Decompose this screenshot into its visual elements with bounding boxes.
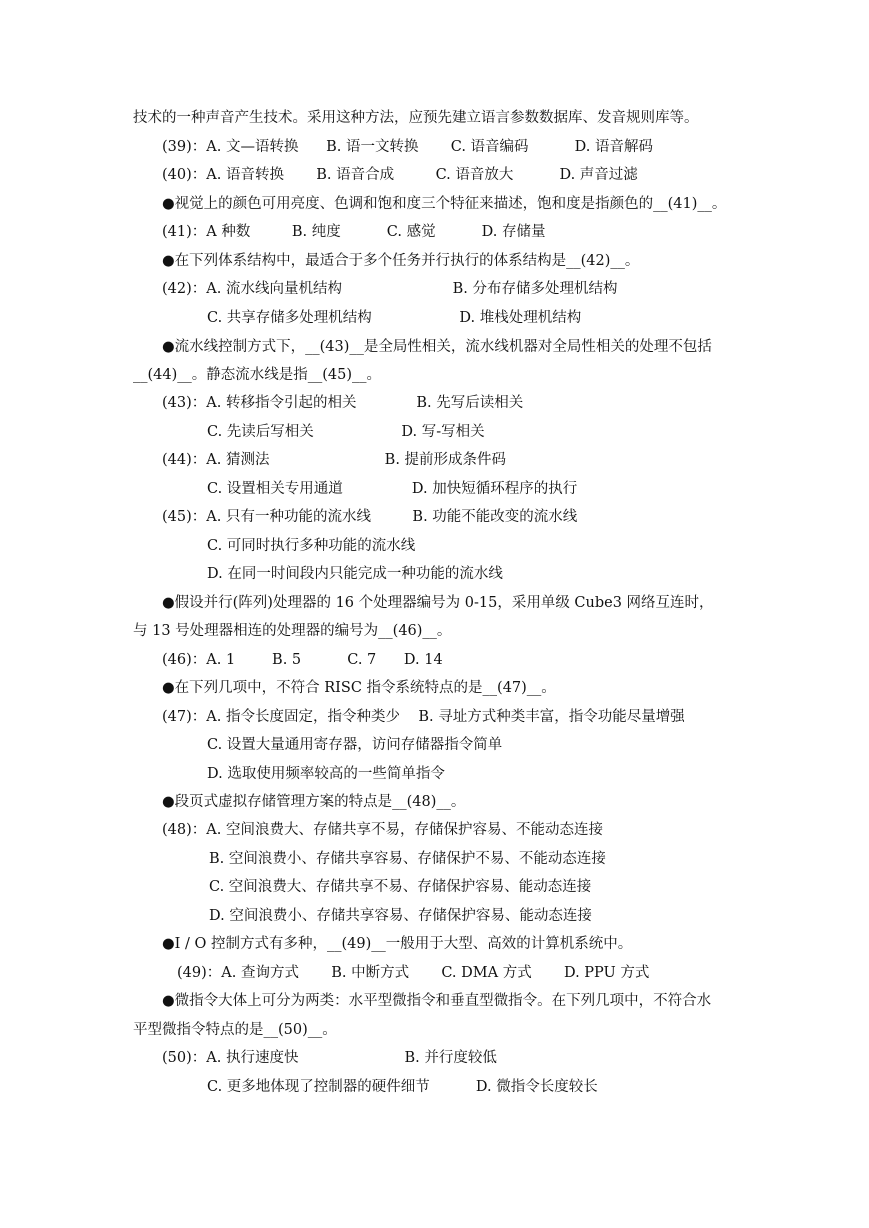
options-46: (46)：A. 1 B. 5 C. 7 D. 14 — [162, 652, 443, 668]
options-41: (41)：A 种数 B. 纯度 C. 感觉 D. 存储量 — [162, 224, 546, 240]
text-line-intro: 技术的一种声音产生技术。采用这种方法，应预先建立语言参数数据库、发音规则库等。 — [133, 110, 699, 126]
question-43-45: ●流水线控制方式下，__(43)__是全局性相关，流水线机器对全局性相关的处理不包括 — [162, 339, 712, 355]
question-50-cont: 平型微指令特点的是__(50)__。 — [133, 1022, 337, 1038]
options-50-cd: C. 更多地体现了控制器的硬件细节 D. 微指令长度较长 — [207, 1079, 598, 1095]
options-45-c: C. 可同时执行多种功能的流水线 — [207, 538, 416, 554]
options-44-ab: (44)：A. 猜测法 B. 提前形成条件码 — [162, 452, 507, 468]
options-48-a: (48)：A. 空间浪费大、存储共享不易，存储保护容易、不能动态连接 — [162, 822, 603, 838]
options-50-ab: (50)：A. 执行速度快 B. 并行度较低 — [162, 1050, 497, 1066]
options-48-b: B. 空间浪费小、存储共享容易、存储保护不易、不能动态连接 — [209, 851, 606, 867]
question-41: ●视觉上的颜色可用亮度、色调和饱和度三个特征来描述，饱和度是指颜色的__(41)__。 — [162, 196, 727, 212]
options-43-cd: C. 先读后写相关 D. 写-写相关 — [207, 424, 485, 440]
options-48-c: C. 空间浪费大、存储共享不易、存储保护容易、能动态连接 — [209, 879, 592, 895]
question-42: ●在下列体系结构中，最适合于多个任务并行执行的体系结构是__(42)__。 — [162, 253, 640, 269]
question-47: ●在下列几项中，不符合 RISC 指令系统特点的是__(47)__。 — [162, 680, 556, 696]
options-47-d: D. 选取使用频率较高的一些简单指令 — [207, 766, 445, 782]
question-49: ●I / O 控制方式有多种，__(49)__一般用于大型、高效的计算机系统中。 — [162, 936, 633, 952]
options-40: (40)：A. 语音转换 B. 语音合成 C. 语音放大 D. 声音过滤 — [162, 167, 638, 183]
options-45-ab: (45)：A. 只有一种功能的流水线 B. 功能不能改变的流水线 — [162, 509, 578, 525]
options-39: (39)：A. 文—语转换 B. 语一文转换 C. 语音编码 D. 语音解码 — [162, 139, 653, 155]
options-43-ab: (43)：A. 转移指令引起的相关 B. 先写后读相关 — [162, 395, 524, 411]
question-48: ●段页式虚拟存储管理方案的特点是__(48)__。 — [162, 794, 466, 810]
question-46: ●假设并行(阵列)处理器的 16 个处理器编号为 0-15，采用单级 Cube3 网络互连时， — [162, 595, 714, 611]
options-42-cd: C. 共享存储多处理机结构 D. 堆栈处理机结构 — [207, 310, 582, 326]
options-44-cd: C. 设置相关专用通道 D. 加快短循环程序的执行 — [207, 481, 578, 497]
question-43-45-cont: __(44)__。静态流水线是指__(45)__。 — [133, 367, 382, 383]
options-49: (49)：A. 查询方式 B. 中断方式 C. DMA 方式 D. PPU 方式 — [177, 965, 650, 981]
options-47-c: C. 设置大量通用寄存器，访问存储器指令简单 — [207, 737, 503, 753]
options-48-d: D. 空间浪费小、存储共享容易、存储保护容易、能动态连接 — [209, 908, 592, 924]
options-42-ab: (42)：A. 流水线向量机结构 B. 分布存储多处理机结构 — [162, 281, 618, 297]
question-46-cont: 与 13 号处理器相连的处理器的编号为__(46)__。 — [133, 623, 452, 639]
options-47-ab: (47)：A. 指令长度固定，指令种类少 B. 寻址方式种类丰富，指令功能尽量增强 — [162, 709, 685, 725]
options-45-d: D. 在同一时间段内只能完成一种功能的流水线 — [207, 566, 503, 582]
question-50: ●微指令大体上可分为两类：水平型微指令和垂直型微指令。在下列几项中，不符合水 — [162, 993, 712, 1009]
